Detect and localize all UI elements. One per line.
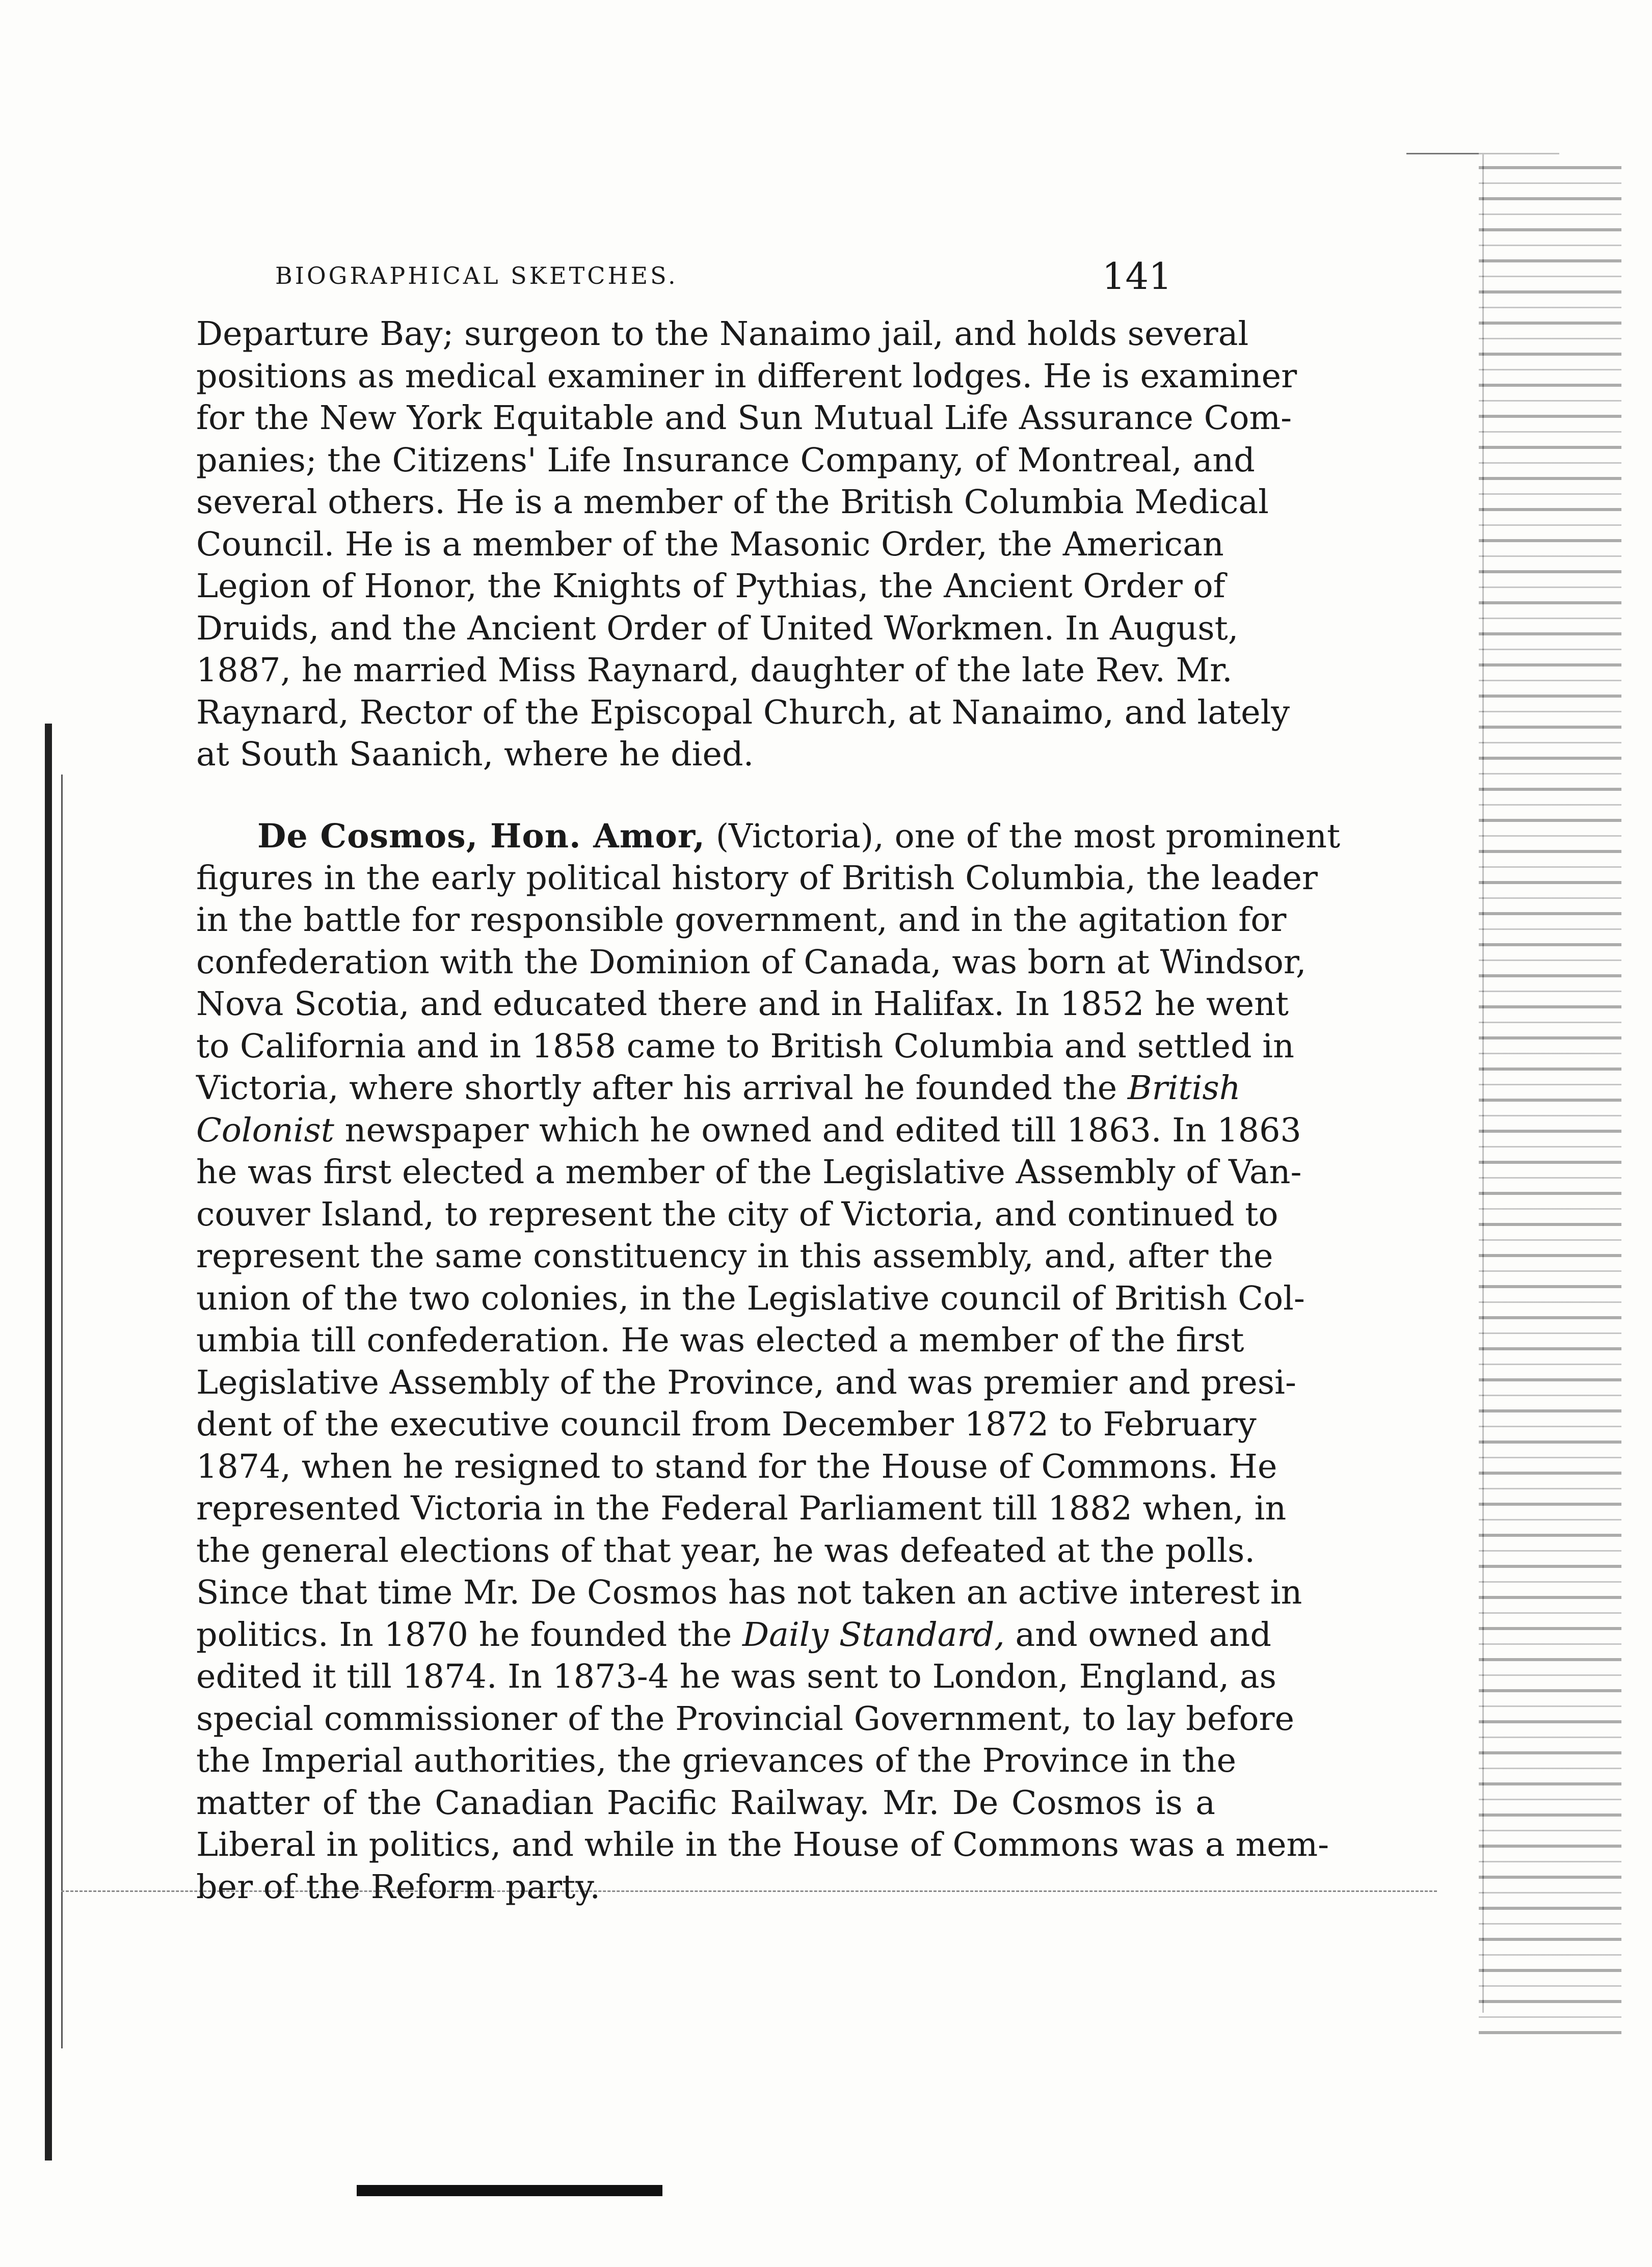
text-line: several others. He is a member of the British Columbia Medical — [196, 483, 1269, 521]
text-segment: newspaper which he owned and edited till 1863. In 1863 — [344, 1111, 1301, 1150]
text-line: couver Island, to represent the city of Victoria, and continued to — [196, 1195, 1278, 1234]
text-line: special commissioner of the Provincial Government, to lay before — [196, 1699, 1295, 1738]
entry-de-cosmos — [196, 815, 1341, 1908]
text-line: the Imperial authorities, the grievances of the Province in the — [196, 1742, 1237, 1780]
italic-title: Colonist — [196, 1111, 334, 1150]
scan-artifact-right-edge — [1479, 153, 1621, 2038]
text-line: Council. He is a member of the Masonic Order, the American — [196, 525, 1224, 564]
text-line: Raynard, Rector of the Episcopal Church, at Nanaimo, and lately — [196, 693, 1290, 732]
text-line: Since that time Mr. De Cosmos has not taken an active interest in — [196, 1573, 1302, 1612]
text-line: umbia till confederation. He was elected a member of the first — [196, 1321, 1244, 1359]
text-line: for the New York Equitable and Sun Mutual Life Assurance Com- — [196, 399, 1292, 437]
text-line: Liberal in politics, and while in the House of Commons was a mem- — [196, 1826, 1329, 1864]
scan-artifact-left-rule — [45, 724, 52, 2161]
text-line: dent of the executive council from December 1872 to February — [196, 1405, 1257, 1444]
text-line: ber of the Reform party. — [196, 1868, 601, 1906]
text-line: Nova Scotia, and educated there and in Halifax. In 1852 he went — [196, 985, 1289, 1023]
text-line: represent the same constituency in this assembly, and, after the — [196, 1237, 1273, 1275]
entry-first-line — [196, 815, 1341, 858]
text-line — [196, 1068, 1241, 1110]
text-line: he was first elected a member of the Legislative Assembly of Van- — [196, 1153, 1302, 1191]
text-line: to California and in 1858 came to British Columbia and settled in — [196, 1027, 1294, 1065]
entry-first-line-text: (Victoria), one of the most prominent — [715, 817, 1341, 856]
text-line: Druids, and the Ancient Order of United Workmen. In August, — [196, 609, 1239, 648]
text-line: Legion of Honor, the Knights of Pythias, the Ancient Order of — [196, 567, 1225, 605]
text-line: 1874, when he resigned to stand for the House of Commons. He — [196, 1447, 1277, 1486]
text-segment: and owned and — [1015, 1615, 1271, 1654]
scan-artifact-bottom-bar — [357, 2185, 662, 2196]
text-line: confederation with the Dominion of Canada, was born at Windsor, — [196, 943, 1307, 981]
text-line: 1887, he married Miss Raynard, daughter of the late Rev. Mr. — [196, 651, 1233, 689]
text-line — [196, 1614, 1271, 1657]
scan-artifact-left-thin-rule — [61, 775, 63, 2048]
running-head — [275, 255, 1172, 296]
text-line: at South Saanich, where he died. — [196, 735, 754, 774]
text-line: the general elections of that year, he was defeated at the polls. — [196, 1531, 1256, 1570]
text-line: panies; the Citizens' Life Insurance Company, of Montreal, and — [196, 441, 1255, 479]
text-line: figures in the early political history of British Columbia, the leader — [196, 859, 1318, 897]
text-line: positions as medical examiner in different lodges. He is examiner — [196, 357, 1297, 395]
text-line: union of the two colonies, in the Legislative council of British Col- — [196, 1279, 1305, 1318]
text-line: represented Victoria in the Federal Parliament till 1882 when, in — [196, 1489, 1287, 1528]
text-line — [196, 1110, 1301, 1152]
page-number: 141 — [1102, 255, 1172, 298]
text-line: matter of the Canadian Pacific Railway. Mr. De Cosmos is a — [196, 1783, 1215, 1822]
text-segment: politics. In 1870 he founded the — [196, 1615, 732, 1654]
text-line: in the battle for responsible government, and in the agitation for — [196, 901, 1287, 939]
text-segment: Victoria, where shortly after his arrival he founded the — [196, 1069, 1117, 1107]
entry-name: De Cosmos, Hon. Amor, — [257, 817, 706, 856]
italic-title: Daily Standard, — [742, 1615, 1005, 1654]
text-line: Departure Bay; surgeon to the Nanaimo jail, and holds several — [196, 315, 1249, 353]
text-line: edited it till 1874. In 1873-4 he was sent to London, England, as — [196, 1658, 1277, 1696]
text-line: Legislative Assembly of the Province, and was premier and presi- — [196, 1363, 1296, 1402]
paragraph-continued — [196, 313, 1297, 776]
running-title: BIOGRAPHICAL SKETCHES. — [275, 262, 678, 289]
italic-title: British — [1127, 1069, 1241, 1107]
